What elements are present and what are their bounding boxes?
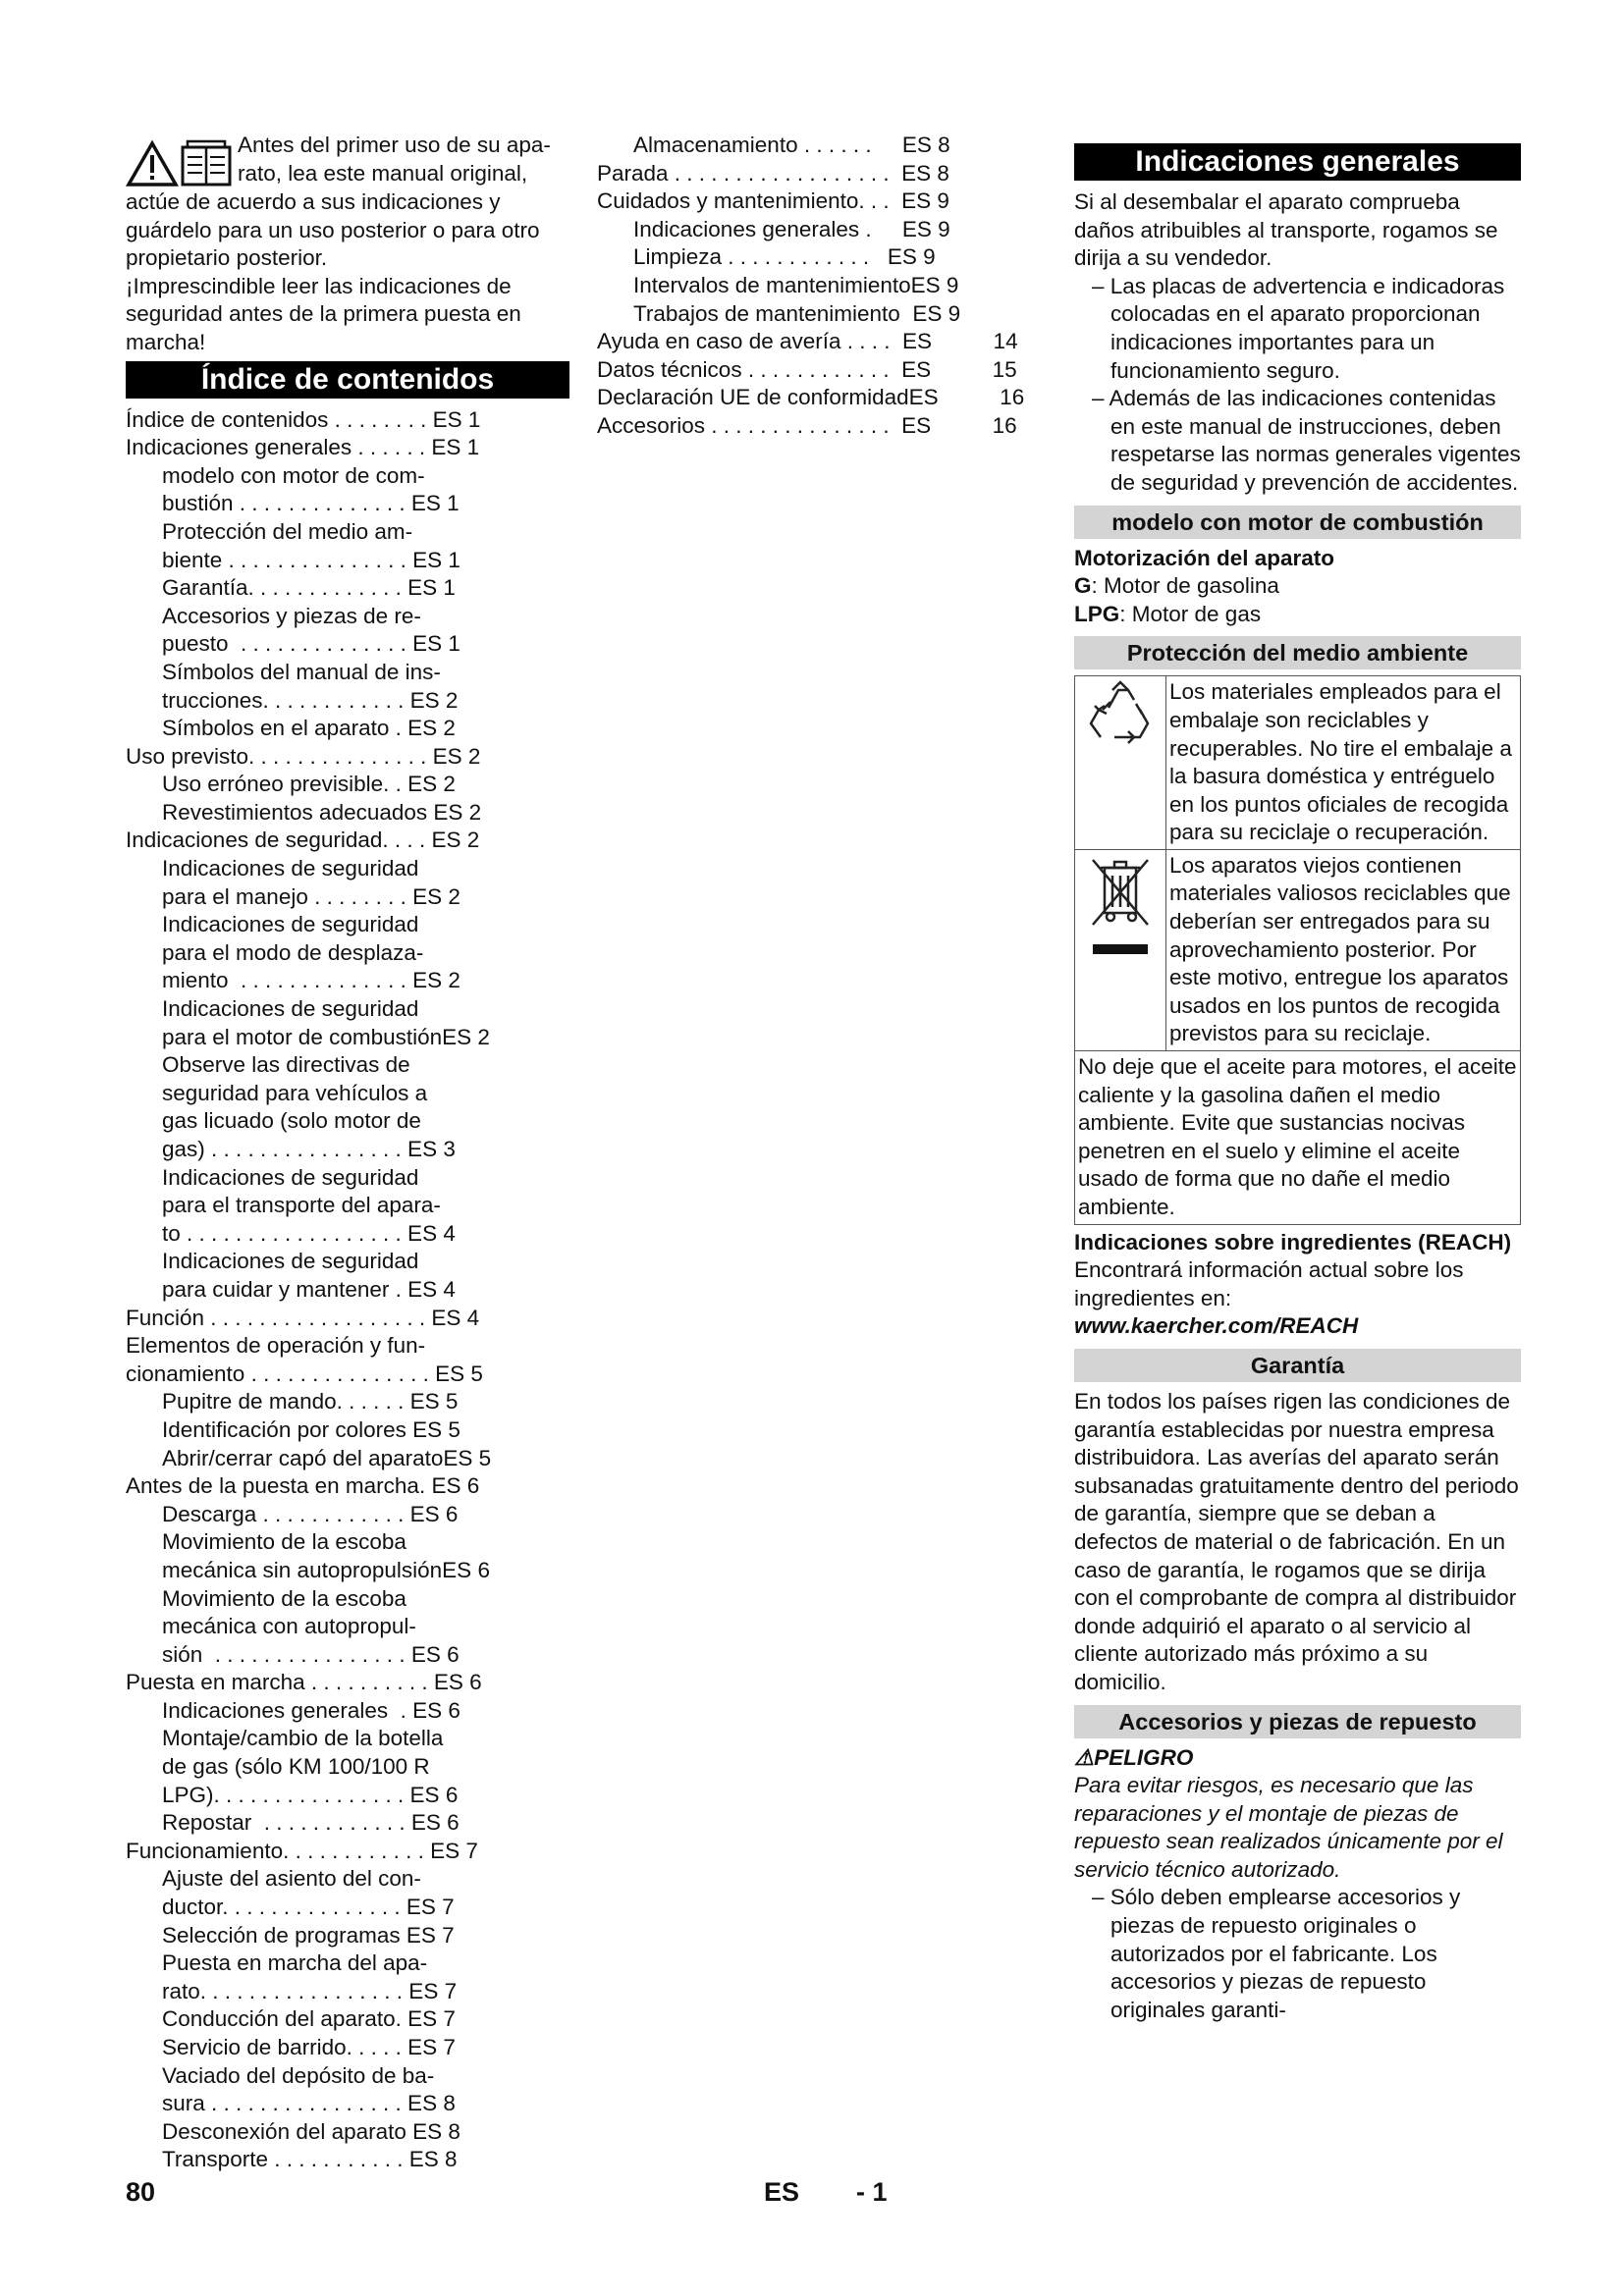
toc-entry[interactable]: puesto . . . . . . . . . . . . . . ES 1 xyxy=(162,631,460,657)
general-title: Indicaciones generales xyxy=(1074,143,1521,181)
general-item-2: – Además de las indicaciones contenidas en este manual de instrucciones, deben respetarse las normas generales vigentes de seguridad y prevención de accidentes. xyxy=(1092,386,1521,495)
toc-entry[interactable]: Indicaciones de seguridad xyxy=(162,912,419,937)
toc-entry[interactable]: Uso erróneo previsible. . ES 2 xyxy=(162,772,456,797)
toc-entry[interactable]: sura . . . . . . . . . . . . . . . . ES 8 xyxy=(162,2091,456,2116)
toc-entry[interactable]: Símbolos en el aparato . ES 2 xyxy=(162,716,456,741)
toc-entry[interactable]: miento . . . . . . . . . . . . . . ES 2 xyxy=(162,968,460,993)
engine-g: G: Motor de gasolina xyxy=(1074,573,1279,599)
toc-entry[interactable]: Abrir/cerrar capó del aparatoES 5 xyxy=(162,1445,492,1470)
intro-text: actúe de acuerdo a sus indicaciones y guárdelo para un uso posterior o para otro propietario posterior. xyxy=(126,189,540,271)
crossed-bin-icon xyxy=(1085,854,1156,962)
engine-subtitle: Motorización del aparato xyxy=(1074,545,1335,570)
toc-entry[interactable]: Uso previsto. . . . . . . . . . . . . . . ES 2 xyxy=(126,743,481,769)
toc-entry[interactable]: Conducción del aparato. ES 7 xyxy=(162,2006,456,2032)
toc-entry[interactable]: LPG). . . . . . . . . . . . . . . . ES 6 xyxy=(162,1782,459,1807)
toc-entry[interactable]: Elementos de operación y fun- xyxy=(126,1333,426,1359)
toc-entry[interactable]: Desconexión del aparato ES 8 xyxy=(162,2118,460,2144)
page-number: 80 xyxy=(126,2177,156,2207)
toc-entry[interactable]: Intervalos de mantenimientoES 9 xyxy=(633,272,959,297)
general-text: Si al desembalar el aparato comprueba daños atribuibles al transporte, rogamos se dirija a su vendedor. xyxy=(1074,189,1498,271)
toc-entry[interactable]: Indicaciones generales . ES 6 xyxy=(162,1697,460,1723)
toc-entry[interactable]: Almacenamiento . . . . . . ES 8 xyxy=(633,133,950,157)
toc-entry[interactable]: Indicaciones de seguridad xyxy=(162,1249,419,1274)
toc-entry[interactable]: Indicaciones de seguridad. . . . ES 2 xyxy=(126,828,480,853)
toc-entry[interactable]: Indicaciones generales . ES 9 xyxy=(633,216,950,241)
engine-title: modelo con motor de combustión xyxy=(1074,506,1521,539)
warranty-text: En todos los países rigen las condiciones de garantía establecidas por nuestra empresa distribuidora. Las averías del aparato serán subsanadas gratuitamente dentro del periodo de garantía, siempre que se deban a defectos de material o de fabricación. En un caso de garantía, le rogamos que se dirija con el comprobante de compra al distribuidor donde adquirió el aparato o al servicio al cliente autorizado más próximo a su domicilio. xyxy=(1074,1388,1519,1694)
general-item-1: – Las placas de advertencia e indicadoras colocadas en el aparato proporcionan indicaciones importantes para un funcionamiento seguro. xyxy=(1092,273,1505,383)
footer-page: - 1 xyxy=(856,2177,888,2207)
toc-entry[interactable]: trucciones. . . . . . . . . . . . ES 2 xyxy=(162,687,459,713)
toc-entry[interactable]: Declaración UE de conformidadES 16 xyxy=(597,385,1025,410)
toc-entry[interactable]: para el motor de combustiónES 2 xyxy=(162,1024,490,1049)
toc-title: Índice de contenidos xyxy=(126,361,569,399)
toc-entry[interactable]: Puesta en marcha del apa- xyxy=(162,1950,428,1976)
toc-entry[interactable]: Indicaciones de seguridad xyxy=(162,1164,419,1190)
toc-entry[interactable]: Antes de la puesta en marcha. ES 6 xyxy=(126,1473,480,1499)
toc-entry[interactable]: Revestimientos adecuados ES 2 xyxy=(162,799,482,825)
engine-lpg: LPG: Motor de gas xyxy=(1074,601,1262,626)
toc-entry[interactable]: Símbolos del manual de ins- xyxy=(162,659,441,684)
toc-entry[interactable]: Trabajos de mantenimiento ES 9 xyxy=(633,300,961,326)
toc-entry[interactable]: biente . . . . . . . . . . . . . . . ES 1 xyxy=(162,547,460,572)
toc-entry[interactable]: mecánica sin autopropulsiónES 6 xyxy=(162,1557,490,1582)
toc-entry[interactable]: para el modo de desplaza- xyxy=(162,939,424,965)
column-right xyxy=(1074,132,1521,2024)
toc-entry[interactable]: Datos técnicos . . . . . . . . . . . . ES 15 xyxy=(597,356,1017,382)
column-left xyxy=(126,132,569,2174)
toc-entry[interactable]: Selección de programas ES 7 xyxy=(162,1922,455,1948)
toc-entry[interactable]: Vaciado del depósito de ba- xyxy=(162,2062,435,2088)
toc-entry[interactable]: ductor. . . . . . . . . . . . . . . ES 7 xyxy=(162,1895,455,1920)
toc-list-right xyxy=(597,132,1049,441)
toc-entry[interactable]: Accesorios y piezas de re- xyxy=(162,603,421,628)
env-table xyxy=(1074,675,1521,1224)
accessories-item-1: – Sólo deben emplearse accesorios y piezas de repuesto originales o autorizados por el fabricante. Los accesorios y piezas de repuesto originales garanti- xyxy=(1092,1885,1461,2022)
toc-entry[interactable]: mecánica con autopropul- xyxy=(162,1614,416,1639)
toc-entry[interactable]: Puesta en marcha . . . . . . . . . . ES 6 xyxy=(126,1670,482,1695)
danger-text: Para evitar riesgos, es necesario que las reparaciones y el montaje de piezas de repuesto sean realizados únicamente por el servicio técnico autorizado. xyxy=(1074,1773,1503,1882)
weee-cell xyxy=(1075,849,1166,1050)
toc-entry[interactable]: Ajuste del asiento del con- xyxy=(162,1866,421,1892)
danger-icon: ⚠ xyxy=(1074,1744,1095,1770)
intro-safety: ¡Imprescindible leer las indicaciones de seguridad antes de la primera puesta en marcha! xyxy=(126,273,521,354)
toc-entry[interactable]: para el transporte del apara- xyxy=(162,1193,441,1218)
toc-entry[interactable]: seguridad para vehículos a xyxy=(162,1080,428,1105)
toc-entry[interactable]: gas licuado (solo motor de xyxy=(162,1108,421,1134)
toc-entry[interactable]: rato. . . . . . . . . . . . . . . . . ES 7 xyxy=(162,1978,458,2003)
warranty-title: Garantía xyxy=(1074,1349,1521,1382)
toc-entry[interactable]: Índice de contenidos . . . . . . . . ES 1 xyxy=(126,406,481,432)
toc-entry[interactable]: Indicaciones de seguridad xyxy=(162,856,419,881)
toc-entry[interactable]: Observe las directivas de xyxy=(162,1052,410,1078)
toc-entry[interactable]: Transporte . . . . . . . . . . . ES 8 xyxy=(162,2147,458,2172)
toc-entry[interactable]: cionamiento . . . . . . . . . . . . . . . ES 5 xyxy=(126,1361,483,1386)
env-title: Protección del medio ambiente xyxy=(1074,636,1521,669)
toc-entry[interactable]: Función . . . . . . . . . . . . . . . . . . ES 4 xyxy=(126,1305,480,1330)
toc-entry[interactable]: Funcionamiento. . . . . . . . . . . . ES 7 xyxy=(126,1838,478,1863)
toc-entry[interactable]: sión . . . . . . . . . . . . . . . . ES 6 xyxy=(162,1641,460,1667)
toc-entry[interactable]: to . . . . . . . . . . . . . . . . . . ES 4 xyxy=(162,1220,456,1246)
toc-list-left xyxy=(126,406,569,2174)
toc-entry[interactable]: Protección del medio am- xyxy=(162,518,413,544)
recycle-text: Los materiales empleados para el embalaje son reciclables y recuperables. No tire el embalaje a la basura doméstica y entréguelo en los puntos oficiales de recogida para su reciclaje o recuperación. xyxy=(1166,676,1521,850)
toc-entry[interactable]: gas) . . . . . . . . . . . . . . . . ES 3 xyxy=(162,1137,456,1161)
weee-text: Los aparatos viejos contienen materiales valiosos reciclables que deberían ser entregados para su aprovechamiento posterior. Por este motivo, entregue los aparatos usados en los puntos de recogida previstos para su reciclaje. xyxy=(1166,849,1521,1050)
toc-entry[interactable]: para cuidar y mantener . ES 4 xyxy=(162,1276,456,1302)
intro xyxy=(126,132,569,357)
toc-entry[interactable]: Limpieza . . . . . . . . . . . . ES 9 xyxy=(633,244,936,270)
toc-entry[interactable]: Parada . . . . . . . . . . . . . . . . . . ES 8 xyxy=(597,160,949,186)
warning-manual-icon xyxy=(126,137,234,188)
danger-heading: ⚠PELIGRO xyxy=(1074,1744,1194,1770)
toc-entry[interactable]: de gas (sólo KM 100/100 R xyxy=(162,1754,430,1780)
toc-entry[interactable]: bustión . . . . . . . . . . . . . . ES 1 xyxy=(162,491,460,516)
intro-line-1: Antes del primer uso de su apa- xyxy=(238,133,551,157)
toc-entry[interactable]: Indicaciones generales . . . . . . ES 1 xyxy=(126,435,480,460)
column-middle xyxy=(597,132,1049,441)
toc-entry[interactable]: Indicaciones de seguridad xyxy=(162,996,419,1022)
toc-entry[interactable]: Ayuda en caso de avería . . . . ES 14 xyxy=(597,329,1018,354)
toc-entry[interactable]: modelo con motor de com- xyxy=(162,462,425,488)
reach-link[interactable]: www.kaercher.com/REACH xyxy=(1074,1313,1359,1339)
toc-entry[interactable]: Servicio de barrido. . . . . ES 7 xyxy=(162,2035,456,2059)
toc-entry[interactable]: Identificación por colores ES 5 xyxy=(162,1416,460,1442)
recycle-icon xyxy=(1085,680,1156,745)
toc-entry[interactable]: Descarga . . . . . . . . . . . . ES 6 xyxy=(162,1501,459,1526)
toc-entry[interactable]: Movimiento de la escoba xyxy=(162,1585,406,1611)
toc-entry[interactable]: Movimiento de la escoba xyxy=(162,1529,406,1555)
reach-title: Indicaciones sobre ingredientes (REACH) xyxy=(1074,1229,1512,1255)
recycle-cell xyxy=(1075,676,1166,850)
footer-language: ES xyxy=(764,2177,800,2207)
reach-text: Encontrará información actual sobre los ingredientes en: xyxy=(1074,1257,1464,1310)
accessories-title: Accesorios y piezas de repuesto xyxy=(1074,1705,1521,1738)
toc-entry[interactable]: para el manejo . . . . . . . . ES 2 xyxy=(162,883,460,909)
intro-line-2: rato, lea este manual original, xyxy=(238,160,528,186)
toc-entry[interactable]: Accesorios . . . . . . . . . . . . . . . ES 16 xyxy=(597,412,1017,438)
toc-entry[interactable]: Pupitre de mando. . . . . . ES 5 xyxy=(162,1389,459,1415)
oil-text: No deje que el aceite para motores, el aceite caliente y la gasolina dañen el medio ambiente. Evite que sustancias nocivas penetren en el suelo y elimine el aceite usado de forma que no dañe el medio ambiente. xyxy=(1075,1051,1521,1225)
toc-entry[interactable]: Cuidados y mantenimiento. . . ES 9 xyxy=(597,188,949,214)
toc-entry[interactable]: Garantía. . . . . . . . . . . . . ES 1 xyxy=(162,575,456,601)
toc-entry[interactable]: Repostar . . . . . . . . . . . . ES 6 xyxy=(162,1810,460,1836)
toc-entry[interactable]: Montaje/cambio de la botella xyxy=(162,1726,444,1751)
